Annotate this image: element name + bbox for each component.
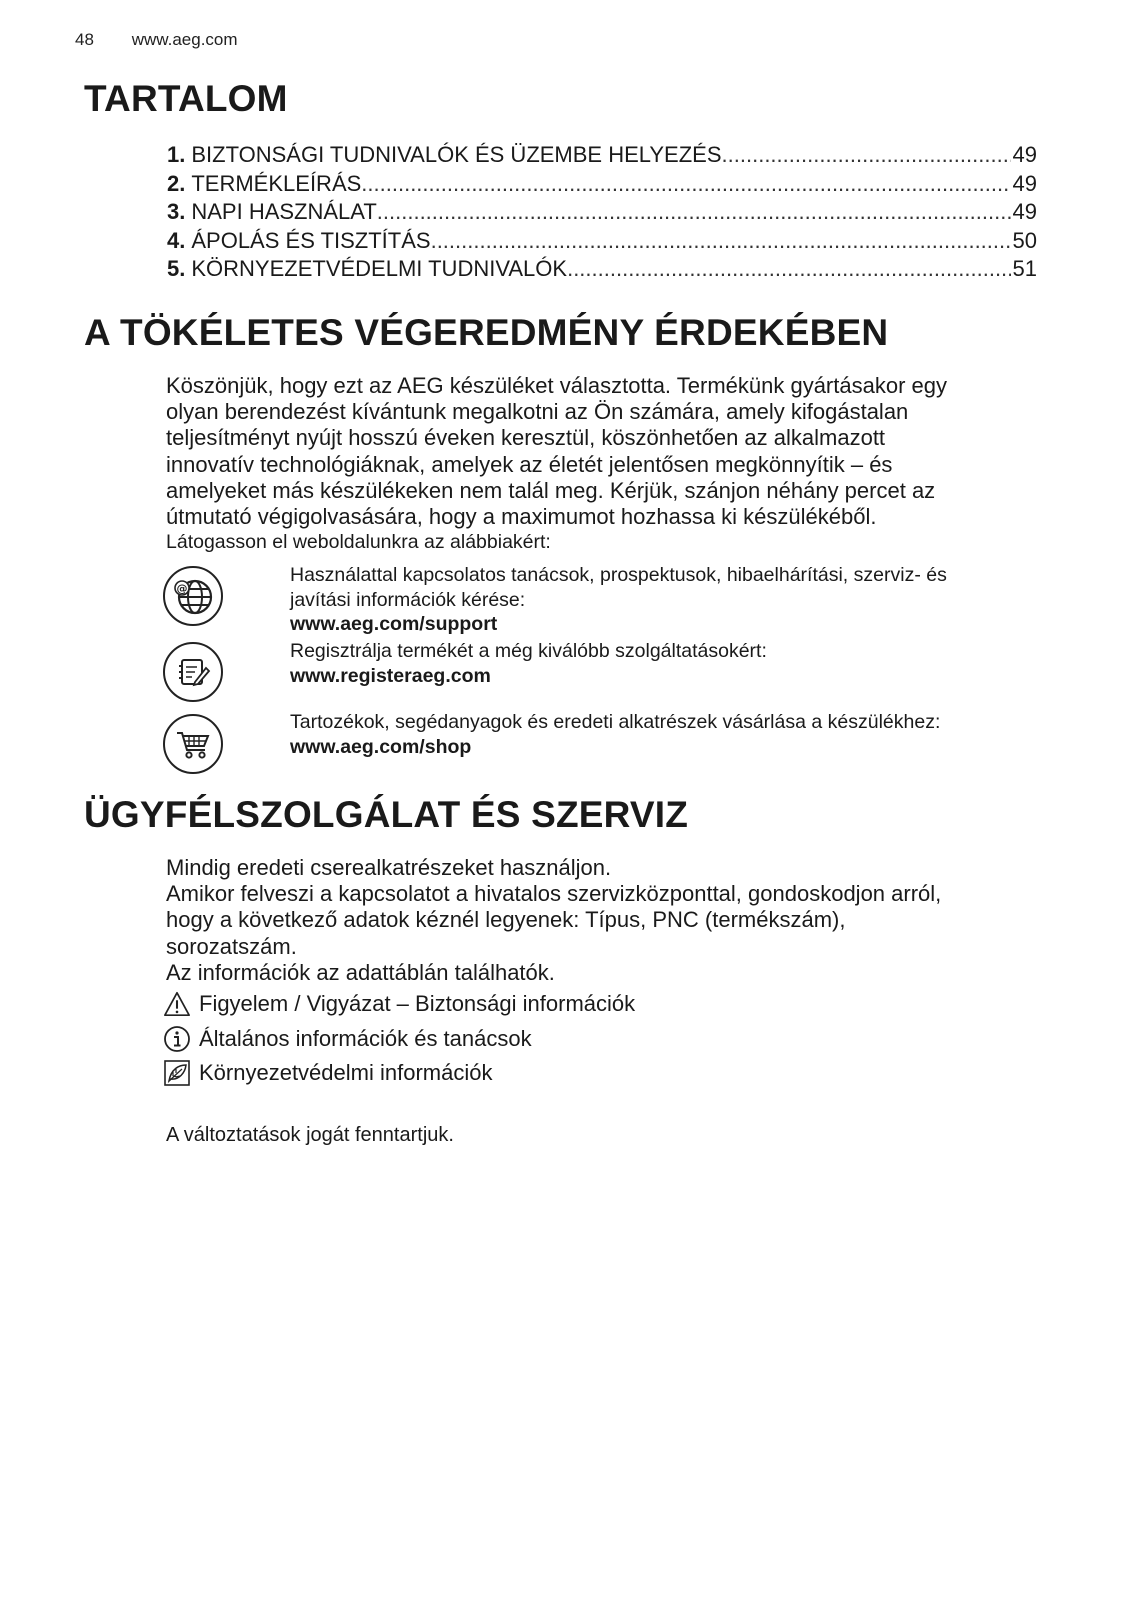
page-number: 48 — [75, 30, 94, 49]
intro-line: olyan berendezést kívántunk megalkotni az Ön számára, amely kifogástalan — [166, 399, 909, 425]
service-line: Az információk az adattáblán találhatók. — [166, 959, 555, 985]
legend-info-label: Általános információk és tanácsok — [199, 1026, 532, 1051]
globe-at-icon — [163, 566, 223, 626]
service-line: Amikor felveszi a kapcsolatot a hivatalos szervizközponttal, gondoskodjon arról, — [166, 881, 942, 907]
visit-website-text: Látogasson el weboldalunkra az alábbiakért: — [166, 531, 551, 554]
warning-triangle-icon — [163, 990, 191, 1018]
toc-item[interactable] — [167, 142, 1037, 171]
toc-item-number: 4. — [167, 227, 186, 253]
support-desc-line: javítási információk kérése: — [290, 588, 526, 611]
intro-paragraph — [166, 373, 1046, 554]
intro-line: innovatív technológiáknak, amelyek az életét jelentősen megkönnyítik – és — [166, 451, 893, 477]
toc-item-label: ÁPOLÁS ÉS TISZTÍTÁS — [191, 227, 431, 253]
info-icon — [163, 1025, 191, 1053]
toc-item[interactable] — [167, 199, 1037, 228]
toc-dot-leader — [722, 142, 1011, 168]
toc-item-page: 50 — [1012, 227, 1037, 253]
toc-item[interactable] — [167, 171, 1037, 200]
toc-item-page: 49 — [1012, 142, 1037, 167]
toc-dot-leader — [377, 199, 1011, 225]
toc-item-number: 3. — [167, 199, 186, 224]
service-line: hogy a következő adatok kéznél legyenek: Típus, PNC (termékszám), — [166, 907, 846, 933]
register-url[interactable]: www.registeraeg.com — [290, 664, 491, 687]
shop-desc-line: Tartozékok, segédanyagok és eredeti alkatrészek vásárlása a készülékhez: — [290, 711, 941, 733]
toc-item-label: NAPI HASZNÁLAT — [191, 199, 377, 224]
legend-info — [163, 1025, 532, 1053]
service-line: Mindig eredeti cserealkatrészeket használjon. — [166, 855, 612, 880]
shopping-cart-icon — [163, 714, 223, 774]
svg-text:@: @ — [176, 582, 188, 595]
toc-item-label: TERMÉKLEÍRÁS — [191, 170, 362, 196]
toc-dot-leader — [431, 228, 1011, 254]
shop-link-text — [290, 710, 1050, 759]
shop-url[interactable]: www.aeg.com/shop — [290, 735, 472, 758]
intro-line: útmutató végigolvasására, hogy a maximumot hozhassa ki készülékéből. — [166, 504, 877, 530]
rights-reserved-note: A változtatások jogát fenntartjuk. — [166, 1124, 454, 1146]
service-line: sorozatszám. — [166, 933, 297, 959]
table-of-contents — [167, 142, 1037, 285]
legend-environment — [163, 1059, 492, 1087]
legend-warning-label: Figyelem / Vigyázat – Biztonsági információk — [199, 991, 636, 1016]
intro-line: Köszönjük, hogy ezt az AEG készüléket választotta. Termékünk gyártásakor egy — [166, 373, 947, 398]
register-note-icon — [163, 642, 223, 702]
toc-item-page: 49 — [1012, 170, 1037, 196]
intro-title: A TÖKÉLETES VÉGEREDMÉNY ÉRDEKÉBEN — [84, 312, 889, 353]
register-link-text — [290, 639, 1050, 688]
toc-dot-leader — [361, 171, 1010, 197]
toc-item[interactable] — [167, 228, 1037, 257]
toc-dot-leader — [567, 256, 1010, 282]
toc-item-number: 5. — [167, 256, 186, 281]
toc-item-label: KÖRNYEZETVÉDELMI TUDNIVALÓK — [191, 256, 568, 281]
toc-title: TARTALOM — [84, 78, 288, 119]
register-desc-line: Regisztrálja termékét a még kiválóbb szolgáltatásokért: — [290, 640, 767, 662]
toc-item-number: 2. — [167, 170, 186, 196]
page-header — [75, 30, 238, 50]
legend-environment-label: Környezetvédelmi információk — [199, 1060, 493, 1085]
service-paragraph — [166, 855, 1046, 986]
toc-item-page: 51 — [1012, 256, 1037, 281]
service-title: ÜGYFÉLSZOLGÁLAT ÉS SZERVIZ — [84, 794, 689, 835]
toc-item-number: 1. — [167, 142, 186, 167]
intro-line: teljesítményt nyújt hosszú éveken keresztül, köszönhetően az alkalmazott — [166, 425, 886, 451]
site-url[interactable]: www.aeg.com — [131, 30, 238, 49]
legend-warning — [163, 990, 635, 1018]
intro-line: amelyeket más készülékeken nem talál meg. Kérjük, szánjon néhány percet az — [166, 477, 936, 503]
toc-item-page: 49 — [1012, 199, 1037, 224]
leaf-icon — [163, 1059, 191, 1087]
toc-item[interactable] — [167, 256, 1037, 285]
support-desc-line: Használattal kapcsolatos tanácsok, prospektusok, hibaelhárítási, szerviz- és — [290, 564, 947, 586]
support-link-text — [290, 563, 1050, 637]
support-url[interactable]: www.aeg.com/support — [290, 613, 498, 635]
toc-item-label: BIZTONSÁGI TUDNIVALÓK ÉS ÜZEMBE HELYEZÉS — [191, 142, 722, 167]
